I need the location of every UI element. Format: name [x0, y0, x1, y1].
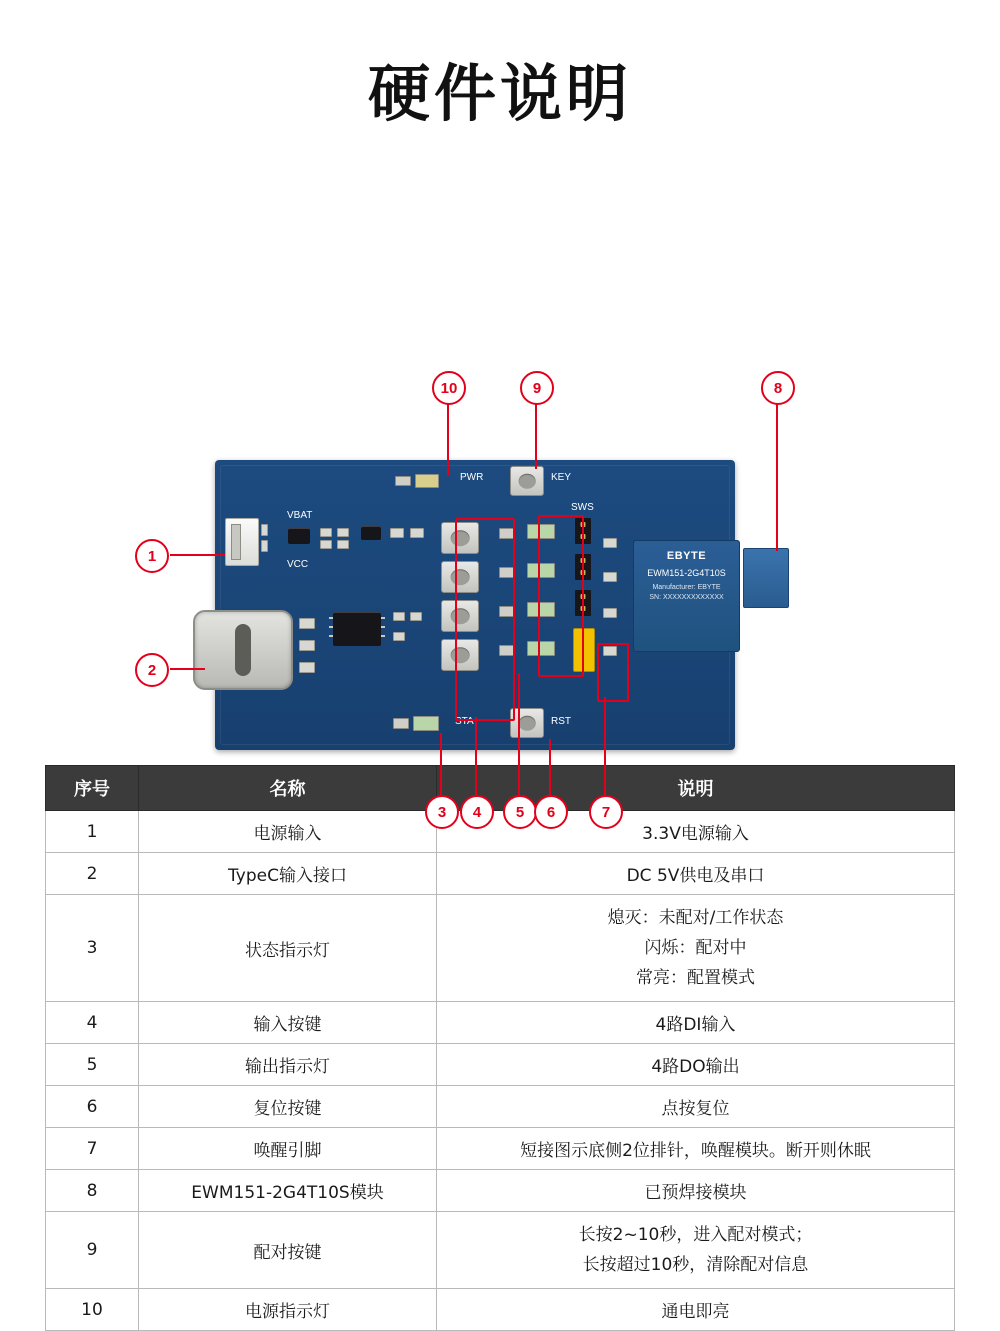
table-body	[46, 811, 955, 1331]
cell-name: 电源指示灯	[139, 1289, 437, 1331]
callout-4: 4	[460, 795, 494, 829]
desc-line: 短接图示底侧2位排针，唤醒模块。断开则休眠	[520, 1141, 871, 1161]
callout-8: 8	[761, 371, 795, 405]
cell-desc	[437, 895, 955, 1002]
table-row	[46, 1002, 955, 1044]
cell-name: 复位按键	[139, 1086, 437, 1128]
cell-desc	[437, 853, 955, 895]
smd-cap	[603, 572, 617, 582]
desc-line: 长按超过10秒，清除配对信息	[582, 1255, 809, 1275]
callout-1: 1	[135, 539, 169, 573]
cell-desc	[437, 1044, 955, 1086]
silk-vcc: VCC	[287, 559, 309, 570]
smd-cap	[390, 528, 404, 538]
cell-no: 10	[46, 1289, 139, 1331]
leader-5	[518, 673, 520, 796]
highlight-output-leds	[538, 515, 584, 677]
highlight-wakeup-jumper	[597, 643, 629, 702]
cell-no: 9	[46, 1212, 139, 1289]
table-row	[46, 853, 955, 895]
leader-9	[535, 401, 537, 469]
status-led	[413, 716, 439, 731]
pcb-antenna	[743, 548, 789, 608]
pair-button[interactable]	[510, 466, 544, 496]
module-brand: EBYTE	[666, 550, 707, 562]
callout-3: 3	[425, 795, 459, 829]
cell-no: 3	[46, 895, 139, 1002]
cell-name: 电源输入	[139, 811, 437, 853]
spec-table	[45, 765, 955, 1331]
cell-name: TypeC输入接口	[139, 853, 437, 895]
silk-vbat: VBAT	[287, 510, 313, 521]
cell-no: 6	[46, 1086, 139, 1128]
cell-no: 4	[46, 1002, 139, 1044]
desc-line: 通电即亮	[661, 1302, 730, 1322]
leader-7	[604, 697, 606, 796]
status-led-resistor	[393, 718, 409, 729]
cell-no: 5	[46, 1044, 139, 1086]
smd-cap	[320, 528, 332, 537]
header-no: 序号	[46, 766, 139, 811]
module-serial: SN: XXXXXXXXXXXXX	[649, 594, 724, 601]
callout-7: 7	[589, 795, 623, 829]
smd-resistor	[261, 540, 268, 552]
smd-cap	[320, 540, 332, 549]
cell-desc	[437, 1128, 955, 1170]
cell-no: 8	[46, 1170, 139, 1212]
power-led-smd	[395, 476, 411, 486]
header-desc: 说明	[437, 766, 955, 811]
cell-no: 1	[46, 811, 139, 853]
cell-name: 状态指示灯	[139, 895, 437, 1002]
cell-no: 7	[46, 1128, 139, 1170]
smd-cap	[603, 608, 617, 618]
desc-line: DC 5V供电及串口	[626, 866, 765, 886]
smd-cap	[410, 612, 422, 621]
typec-slot	[235, 624, 251, 676]
silk-sta: STA	[455, 716, 474, 727]
cell-name: 配对按键	[139, 1212, 437, 1289]
smd-resistor	[261, 524, 268, 536]
cell-name: 输入按键	[139, 1002, 437, 1044]
smd-cap	[299, 640, 315, 651]
silk-sws: SWS	[571, 502, 594, 513]
smd-cap	[393, 632, 405, 641]
spec-table-wrapper	[45, 765, 955, 1331]
power-led	[415, 474, 439, 488]
smd-cap	[299, 662, 315, 673]
module-part-number: EWM151-2G4T10S	[647, 568, 726, 578]
smd-cap	[299, 618, 315, 629]
table-row	[46, 811, 955, 853]
header-name: 名称	[139, 766, 437, 811]
desc-line: 长按2~10秒，进入配对模式；	[578, 1225, 813, 1245]
silk-pwr: PWR	[460, 472, 484, 483]
leader-3	[440, 733, 442, 796]
desc-line: 闪烁：配对中	[644, 938, 747, 958]
cell-no: 2	[46, 853, 139, 895]
smd-cap	[337, 540, 349, 549]
smd-cap	[337, 528, 349, 537]
leader-10	[447, 401, 449, 476]
callout-10: 10	[432, 371, 466, 405]
table-header-row	[46, 766, 955, 811]
reset-button[interactable]	[510, 708, 544, 738]
module-manufacturer: Manufacturer: EBYTE	[652, 584, 721, 591]
table-row	[46, 1128, 955, 1170]
table-row	[46, 1212, 955, 1289]
cell-name: 输出指示灯	[139, 1044, 437, 1086]
leader-1	[170, 554, 225, 556]
ic-chip	[288, 528, 310, 544]
typec-connector[interactable]	[193, 610, 293, 690]
cell-name: 唤醒引脚	[139, 1128, 437, 1170]
leader-2	[170, 668, 205, 670]
desc-line: 熄灭：未配对/工作状态	[607, 908, 784, 928]
desc-line: 点按复位	[661, 1099, 730, 1119]
desc-line: 4路DI输入	[655, 1015, 736, 1035]
desc-line: 常亮：配置模式	[636, 968, 755, 988]
callout-6: 6	[534, 795, 568, 829]
desc-line: 已预焊接模块	[644, 1183, 747, 1203]
table-row	[46, 1086, 955, 1128]
cell-desc	[437, 1212, 955, 1289]
leader-6	[549, 739, 551, 796]
leader-8	[776, 401, 778, 551]
silk-key: KEY	[551, 472, 572, 483]
silk-rst: RST	[551, 716, 571, 727]
highlight-input-buttons	[455, 518, 515, 721]
callout-9: 9	[520, 371, 554, 405]
usb-uart-ic	[333, 612, 381, 646]
smd-cap	[410, 528, 424, 538]
cell-name: EWM151-2G4T10S模块	[139, 1170, 437, 1212]
callout-2: 2	[135, 653, 169, 687]
callout-5: 5	[503, 795, 537, 829]
rf-module	[633, 540, 740, 652]
smd-cap	[393, 612, 405, 621]
leader-4	[475, 717, 477, 796]
table-row	[46, 1170, 955, 1212]
cell-desc	[437, 1002, 955, 1044]
desc-line: 3.3V电源输入	[642, 824, 749, 844]
table-row	[46, 895, 955, 1002]
page-title: 硬件说明	[367, 57, 632, 130]
connector-slot	[231, 524, 241, 560]
cell-desc	[437, 1170, 955, 1212]
regulator-chip	[361, 526, 381, 540]
table-row	[46, 1044, 955, 1086]
smd-cap	[603, 538, 617, 548]
cell-desc	[437, 1086, 955, 1128]
desc-line: 4路DO输出	[651, 1057, 740, 1077]
